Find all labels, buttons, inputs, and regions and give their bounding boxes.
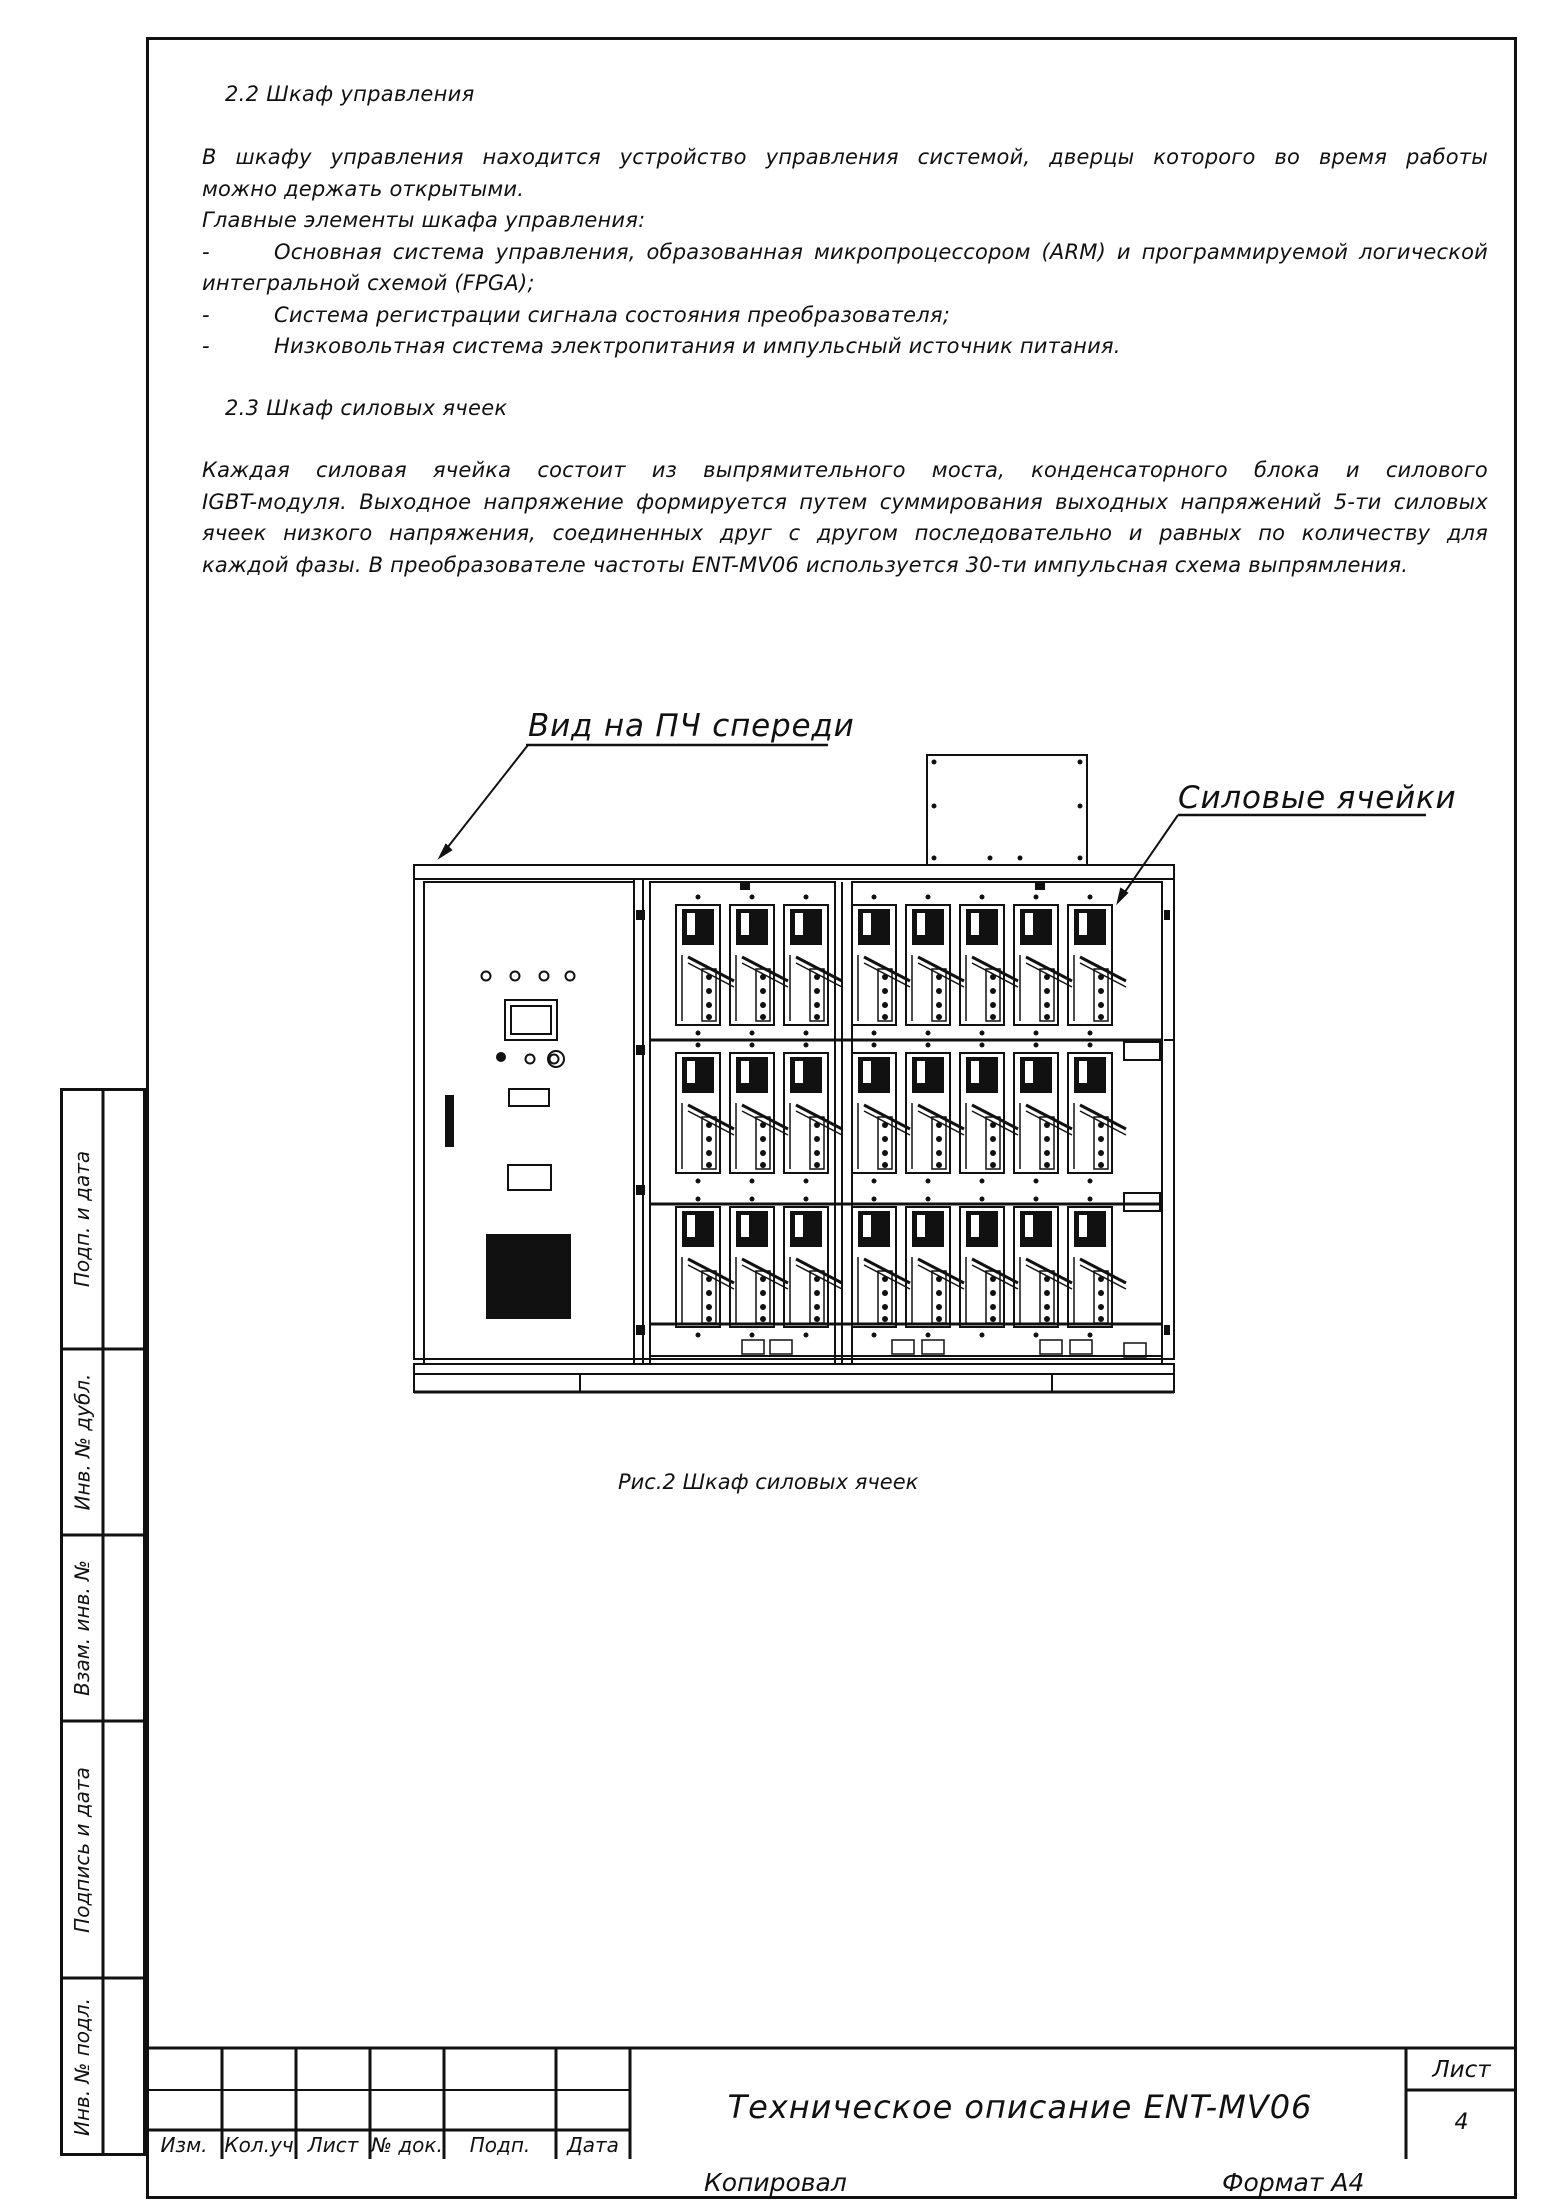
col-sign: Подп. xyxy=(469,2133,531,2157)
stamp-sign-date: Подп. и дата xyxy=(70,1150,94,1288)
paragraph-line: ячеек низкого напряжения, соединенных друг с другом последовательно и равных по количеству для xyxy=(202,521,1488,545)
format-label: Формат А4 xyxy=(1222,2168,1365,2197)
label-front-view: Вид на ПЧ спереди xyxy=(528,708,855,744)
figure-caption: Рис.2 Шкаф силовых ячеек xyxy=(618,1470,919,1494)
paragraph-line: IGBT-модуля. Выходное напряжение формируется путем суммирования выходных напряжений 5-ти силовых xyxy=(202,489,1488,514)
stamp-orig-inv-no: Инв. № подл. xyxy=(70,1998,95,2136)
bullet-dash: - xyxy=(202,302,210,327)
paragraph-line: Каждая силовая ячейка состоит из выпрямительного моста, конденсаторного блока и силового xyxy=(202,458,1488,482)
bullet-dash: - xyxy=(202,334,210,358)
copied-label: Копировал xyxy=(704,2168,847,2197)
section-2-2-title: 2.2 Шкаф управления xyxy=(225,82,475,106)
bullet-text: Основная система управления, образованная микропроцессором (ARM) и программируемой логической xyxy=(274,239,1488,264)
sheet-label: Лист xyxy=(1432,2057,1491,2083)
bullet-text: интегральной схемой (FPGA); xyxy=(202,271,535,295)
paragraph-line: В шкафу управления находится устройство управления системой, дверцы которого во время работы xyxy=(202,145,1488,169)
stamp-signature-date: Подпись и дата xyxy=(70,1766,95,1933)
main-elements-label: Главные элементы шкафа управления: xyxy=(202,208,646,232)
document-title: Техническое описание ENT-MV06 xyxy=(727,2088,1313,2126)
section-2-3-title: 2.3 Шкаф силовых ячеек xyxy=(225,396,508,420)
sheet-number: 4 xyxy=(1454,2110,1469,2135)
col-date: Дата xyxy=(567,2133,619,2157)
col-sheet: Лист xyxy=(307,2133,359,2157)
bullet-text: Система регистрации сигнала состояния преобразователя; xyxy=(274,302,951,327)
col-qty: Кол.уч xyxy=(224,2133,294,2157)
paragraph-line: каждой фазы. В преобразователе частоты ENT-MV06 используется 30-ти импульсная схема выпрямления. xyxy=(202,552,1409,577)
col-doc-no: № док. xyxy=(371,2133,443,2157)
stamp-replace-inv-no: Взам. инв. № xyxy=(70,1560,95,1696)
paragraph-line: можно держать открытыми. xyxy=(202,176,525,201)
stamp-dup-inv-no: Инв. № дубл. xyxy=(70,1373,94,1511)
col-change: Изм. xyxy=(160,2133,208,2157)
bullet-text: Низковольтная система электропитания и импульсный источник питания. xyxy=(274,334,1121,358)
bullet-dash: - xyxy=(202,239,210,264)
label-power-cells: Силовые ячейки xyxy=(1178,780,1457,816)
